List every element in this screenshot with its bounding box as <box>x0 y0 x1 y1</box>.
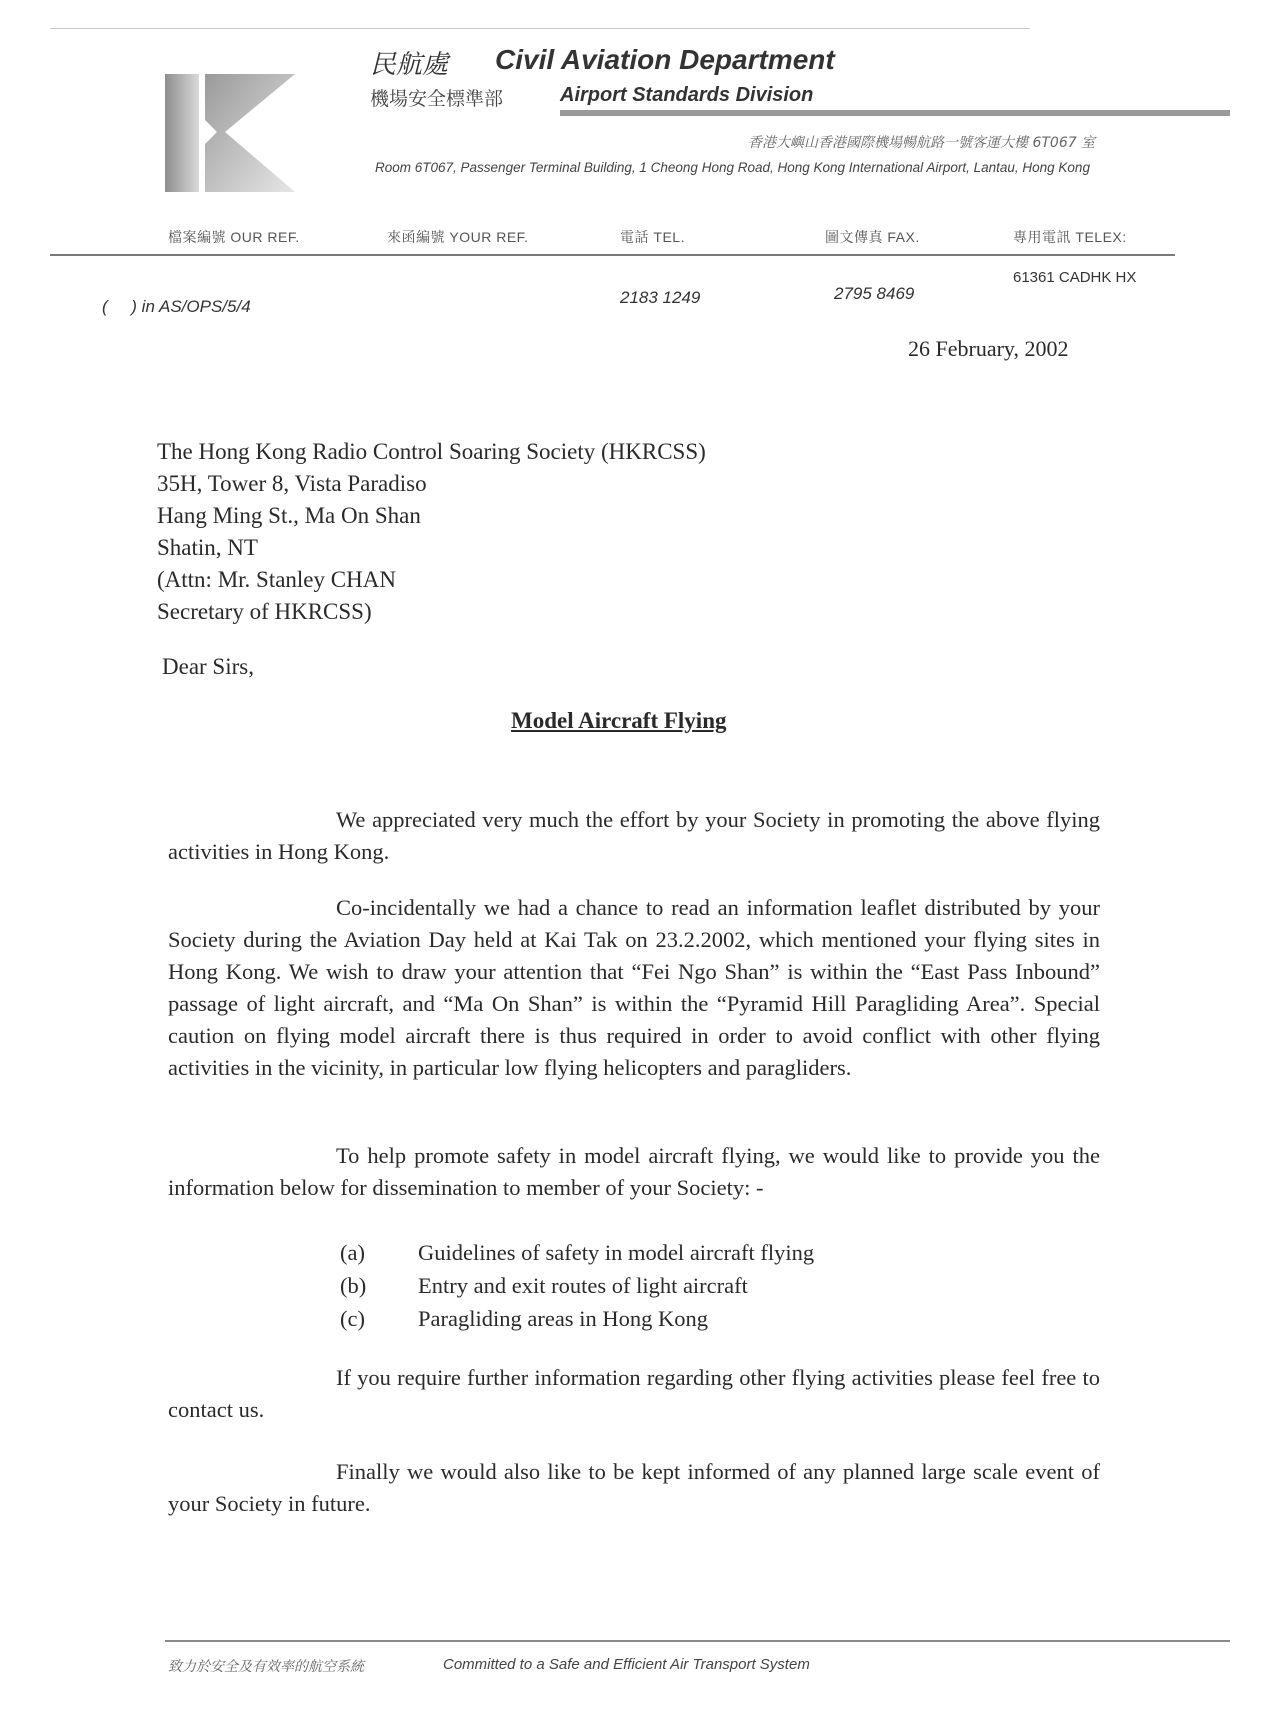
list-item <box>340 1302 814 1335</box>
recipient-line: Shatin, NT <box>157 535 258 560</box>
salutation: Dear Sirs, <box>162 654 254 679</box>
list-marker: (a) <box>340 1240 365 1265</box>
footer-motto-en: Committed to a Safe and Efficient Air Transport System <box>443 1656 810 1673</box>
your-ref-label: 來函編號 YOUR REF. <box>387 229 529 245</box>
fax-value: 2795 8469 <box>834 284 915 303</box>
body-paragraph-1 <box>168 804 1100 868</box>
recipient-line: Secretary of HKRCSS) <box>157 599 372 624</box>
letter-date: 26 February, 2002 <box>908 336 1069 361</box>
paragraph-text: If you require further information regarding other flying activities please feel free to contact us. <box>168 1365 1100 1422</box>
division-title-en: Airport Standards Division <box>560 84 814 106</box>
telex-value: 61361 CADHK HX <box>1013 269 1137 286</box>
recipient-line: 35H, Tower 8, Vista Paradiso <box>157 471 427 496</box>
header-rule <box>560 110 1230 116</box>
paragraph-text: We appreciated very much the effort by your Society in promoting the above flying activities in Hong Kong. <box>168 807 1100 864</box>
paragraph-text: Co-incidentally we had a chance to read an information leaflet distributed by your Society during the Aviation Day held at Kai Tak on 23.2.2002, which mentioned your flying sites in Hong Kong. We wish to draw your attention that “Fei Ngo Shan” is within the “East Pass Inbound” passage of light aircraft, and “Ma On Shan” is within the “Pyramid Hill Paragliding Area”. Special caution on flying model aircraft there is thus required in order to avoid conflict with other flying activities in the vicinity, in particular low flying helicopters and paragliders. <box>168 895 1100 1080</box>
reference-rule <box>50 254 1175 256</box>
body-paragraph-2 <box>168 892 1100 1084</box>
our-ref-label: 檔案編號 OUR REF. <box>168 229 300 245</box>
body-paragraph-3 <box>168 1140 1100 1204</box>
body-paragraph-4 <box>168 1362 1100 1426</box>
fax-label: 圖文傳真 FAX. <box>825 229 920 245</box>
recipient-line: (Attn: Mr. Stanley CHAN <box>157 567 396 592</box>
footer-rule <box>165 1640 1230 1642</box>
list-marker: (c) <box>340 1306 365 1331</box>
body-paragraph-5 <box>168 1456 1100 1520</box>
tel-value: 2183 1249 <box>620 288 701 307</box>
list-item <box>340 1236 814 1269</box>
list-item-text: Entry and exit routes of light aircraft <box>418 1273 748 1298</box>
list-item-text: Guidelines of safety in model aircraft flying <box>418 1240 815 1265</box>
department-title-zh: 民航處 <box>370 50 449 80</box>
division-title-zh: 機場安全標準部 <box>370 88 504 110</box>
paragraph-text: Finally we would also like to be kept informed of any planned large scale event of your Society in future. <box>168 1459 1100 1516</box>
footer-motto-zh: 致力於安全及有效率的航空系統 <box>168 1659 364 1675</box>
our-ref-value: ( ) in AS/OPS/5/4 <box>102 297 251 316</box>
recipient-line: Hang Ming St., Ma On Shan <box>157 503 421 528</box>
department-k-logo <box>165 74 315 194</box>
recipient-address <box>157 436 706 628</box>
paragraph-text: To help promote safety in model aircraft flying, we would like to provide you the information below for dissemination to member of your Society: - <box>168 1143 1100 1200</box>
address-en: Room 6T067, Passenger Terminal Building, 1 Cheong Hong Road, Hong Kong International Airport, Lantau, Hong Kong <box>375 160 1090 175</box>
list-item-text: Paragliding areas in Hong Kong <box>418 1306 708 1331</box>
address-zh: 香港大嶼山香港國際機場暢航路一號客運大樓 6T067 室 <box>748 135 1096 151</box>
recipient-line: The Hong Kong Radio Control Soaring Society (HKRCSS) <box>157 439 706 464</box>
info-list <box>340 1236 814 1335</box>
list-item <box>340 1269 814 1302</box>
department-title-en: Civil Aviation Department <box>495 44 835 75</box>
tel-label: 電話 TEL. <box>620 229 685 245</box>
letter-subject: Model Aircraft Flying <box>511 708 727 733</box>
list-marker: (b) <box>340 1273 367 1298</box>
telex-label: 專用電訊 TELEX: <box>1013 229 1127 245</box>
top-scan-line <box>50 28 1030 29</box>
